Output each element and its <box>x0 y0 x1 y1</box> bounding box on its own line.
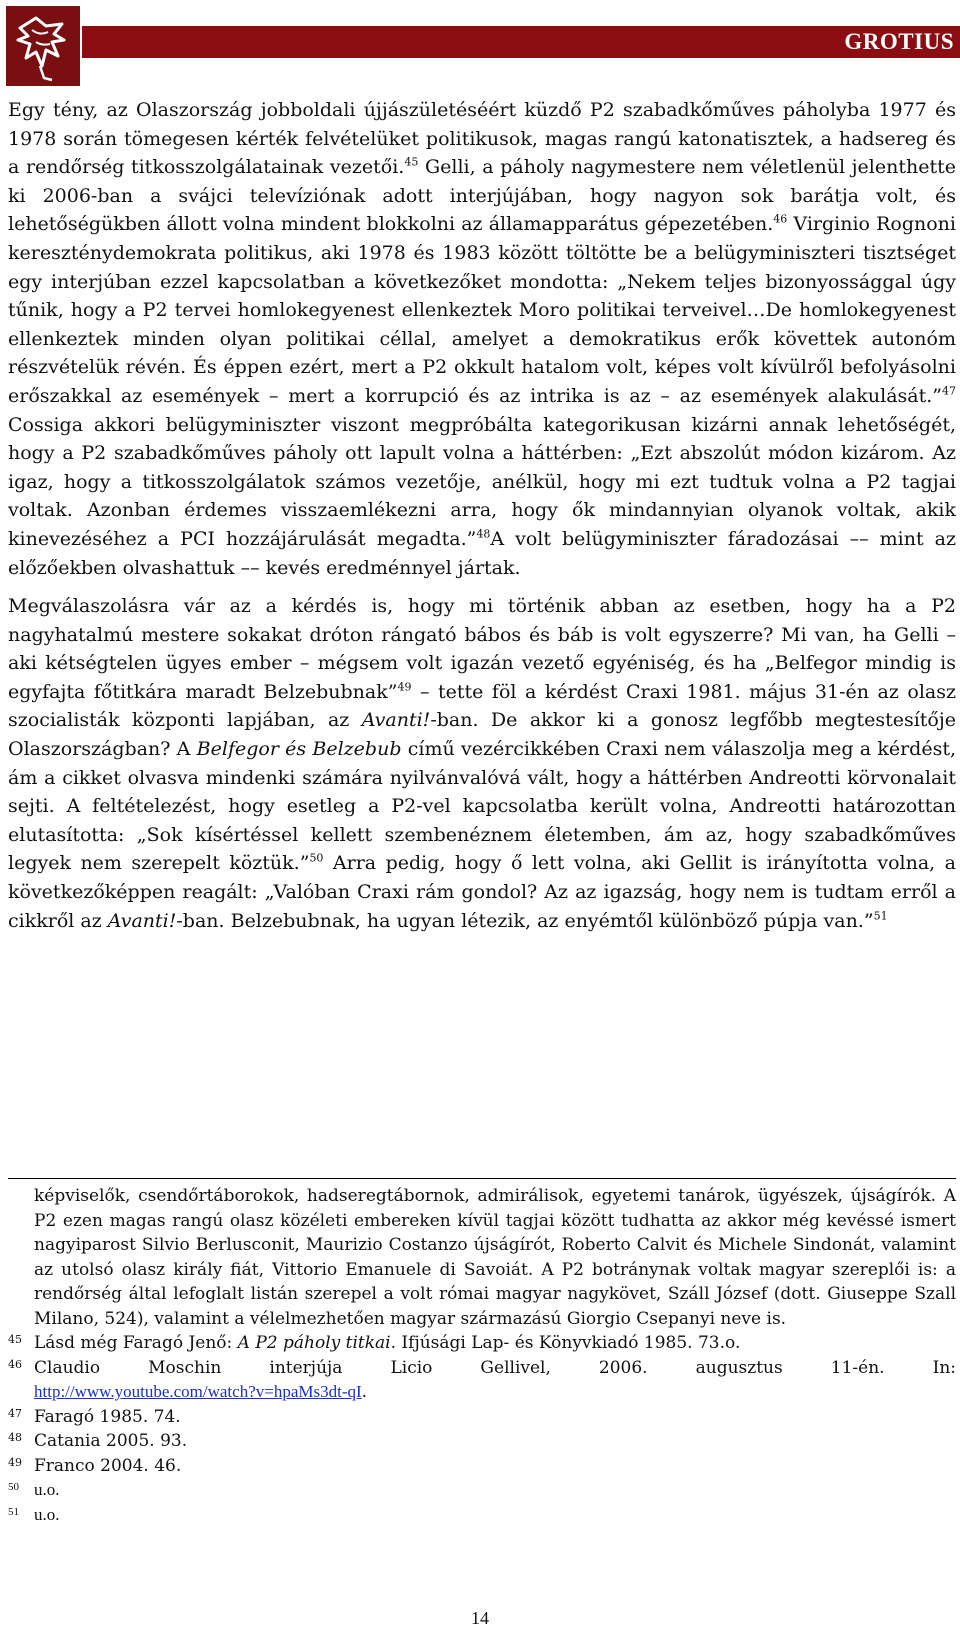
text-run: Ifjúsági Lap- és Könyvkiadó 1985. 73.o. <box>396 1333 741 1353</box>
footnote-number: 51 <box>8 1505 19 1518</box>
footnote-number: 49 <box>8 1455 22 1469</box>
page-header <box>0 0 960 90</box>
text-run: -ban. De akkor ki a gonosz legfőbb megtestesítője Olaszországban? A <box>8 709 956 761</box>
footnote-ref: 45 <box>404 155 419 169</box>
footnote-50 <box>8 1478 956 1503</box>
footnote-text: u.o. <box>34 1504 60 1524</box>
italic-text: Avanti! <box>361 709 431 732</box>
text-run: -ban. Belzebubnak, ha ugyan létezik, az enyémtől különböző púpja van.” <box>176 909 874 932</box>
text-run: Arra pedig, hogy ő lett volna, aki Gellit is irányította volna, a következőképpen reagált: „Valóban Craxi rám gondol? Az az igazság, hogy nem is tudtam erről a cikkről az <box>8 852 956 932</box>
footnote-text <box>34 1333 740 1353</box>
footnote-number: 45 <box>8 1333 22 1346</box>
italic-text: Avanti! <box>107 909 177 932</box>
footnote-text: Franco 2004. 46. <box>34 1455 182 1476</box>
text-run: Lásd még Faragó Jenő: <box>34 1333 238 1353</box>
footnote-number: 48 <box>8 1431 22 1444</box>
footnote-text: Catania 2005. 93. <box>34 1431 188 1451</box>
text-run: Gelli, a páholy nagymestere nem véletlenül jelenthette ki 2006-ban a svájci televíziónak adott interjújában, hogy nagyon sok barátja volt, és lehetőségükben állott volna mindent blokkolni az államapparátus gépezetében. <box>8 156 956 236</box>
text-run: Egy tény, az Olaszország jobboldali újjászületéséért küzdő P2 szabadkőműves páholyba 1977 és 1978 során tömegesen kérték felvételüket politikusok, magas rangú katonatisztek, a hadsereg és a rendőrség titkosszolgálatainak vezetői. <box>8 99 956 179</box>
footnote-49 <box>8 1454 956 1479</box>
footnotes <box>8 1184 956 1527</box>
text-run: Megválaszolásra vár az a kérdés is, hogy mi történik abban az esetben, hogy ha a P2 nagyhatalmú mestere sokakat dróton rángató bábos és báb is volt egyszerre? Mi van, ha Gelli – aki kétségtelen ügyes ember – mégsem volt igazán vezető egyéniség, és ha „Belfegor mindig is egyfajta főtitkára maradt Belzebubnak” <box>8 595 956 703</box>
footnote-51 <box>8 1503 956 1528</box>
text-run: – tette föl a kérdést Craxi 1981. május 31-én az olasz szocialisták központi lapjában, az <box>8 680 956 732</box>
main-text <box>8 96 956 945</box>
logo-graphic <box>6 6 80 86</box>
text-run: című vezércikkében Craxi nem válaszolja meg a kérdést, ám a cikket olvasva mindenki számára nyilvánvalóvá vált, hogy a háttérben Andreotti körvonalait sejti. A feltételezést, hogy esetleg a P2-vel kapcsolatba került volna, Andreotti határozottan elutasította: „Sok kísértéssel kellett szembenéznem életemben, ám az, hogy szabadkőműves legyek nem szerepelt köztük.” <box>8 738 957 875</box>
footnote-continuation: képviselők, csendőrtáborokok, hadseregtábornok, admirálisok, egyetemi tanárok, ügyészek, újságírók. A P2 ezen magas rangú olasz közéleti embereken kívül tagjai között tudhatta az akkor még kevéssé ismert nagyiparost Silvio Berlusconit, Maurizio Costanzo újságírót, Roberto Calvit és Michele Sindonát, valamint az utolsó olasz király fiát, Vittorio Emanuele di Savoiát. A P2 botránynak voltak magyar szereplői is: a rendőrség által lefoglalt listán szerepel a volt római magyar nagykövet, Száll József (dott. Giuseppe Szall Milano, 524), valamint a vélelmezhetően magyar származású Giorgio Csepanyi neve is. <box>34 1186 956 1329</box>
grotius-bird-logo-icon <box>6 6 80 86</box>
footnote-number: 47 <box>8 1406 22 1420</box>
footnote-number: 50 <box>8 1481 19 1493</box>
footnote-46 <box>8 1356 956 1405</box>
footnote-ref: 50 <box>309 852 324 866</box>
footnote-divider <box>8 1178 956 1179</box>
page-number: 14 <box>471 1608 489 1628</box>
footnote-number: 46 <box>8 1357 22 1371</box>
footnote-ref: 47 <box>942 384 956 398</box>
footnote-ref: 48 <box>476 527 491 541</box>
text-run: Virginio Rognoni kereszténydemokrata politikus, aki 1978 és 1983 között töltötte be a belügyminiszteri tisztséget egy interjúban ezzel kapcsolatban a következőket mondotta: „Nekem teljes bizonyossággal úgy tűnik, hogy a P2 tervei homlokegyenest ellenkeztek Moro politikai terveivel…De homlokegyenest ellenkeztek minden olyan politikai céllal, amelyet a demokratikus erők követtek autonóm részvételük révén. És éppen ezért, mert a P2 okkult hatalom volt, képes volt kívülről befolyásolni erőszakkal az események – mert a korrupció és az intrika is az – az események alakulását.” <box>8 213 956 407</box>
header-band <box>82 26 960 58</box>
footnote-45 <box>8 1331 956 1356</box>
footnote-ref: 51 <box>873 909 888 923</box>
footnote-period: . <box>361 1382 368 1402</box>
paragraph-2 <box>8 592 956 935</box>
text-run: A volt belügyminiszter fáradozásai –– mint az előzőekben olvashattuk –– kevés eredménnyel jártak. <box>8 527 956 579</box>
footnote-ref: 46 <box>773 213 788 227</box>
brand-title: GROTIUS <box>844 29 954 54</box>
footnote-text: u.o. <box>34 1480 60 1499</box>
footnote-48 <box>8 1429 956 1454</box>
italic-text: Belfegor és Belzebub <box>196 738 402 761</box>
footnote-text: Claudio Moschin interjúja Licio Gellivel, 2006. augusztus 11-én. In: <box>34 1357 956 1378</box>
paragraph-1 <box>8 96 956 582</box>
footnote-text: Faragó 1985. 74. <box>34 1406 181 1427</box>
footnote-link[interactable]: http://www.youtube.com/watch?v=hpaMs3dt-qI <box>34 1382 362 1401</box>
text-run: Cossiga akkori belügyminiszter viszont megpróbálta kategorikusan kizárni annak lehetőségét, hogy a P2 szabadkőműves páholy ott lapult volna a háttérben: „Ezt abszolút módon kizárom. Az igaz, hogy a titkosszolgálatok számos vezetője, anélkül, hogy mi ezt tudtuk volna a P2 tagjai voltak. Azonban érdemes visszaemlékezni arra, hogy ők mindannyian olyanok voltak, akik kinevezéséhez a PCI hozzájárulását megadta.” <box>8 413 956 550</box>
footnote-ref: 49 <box>397 680 412 694</box>
italic-text: A P2 páholy titkai. <box>237 1333 397 1353</box>
footnote-47 <box>8 1405 956 1430</box>
